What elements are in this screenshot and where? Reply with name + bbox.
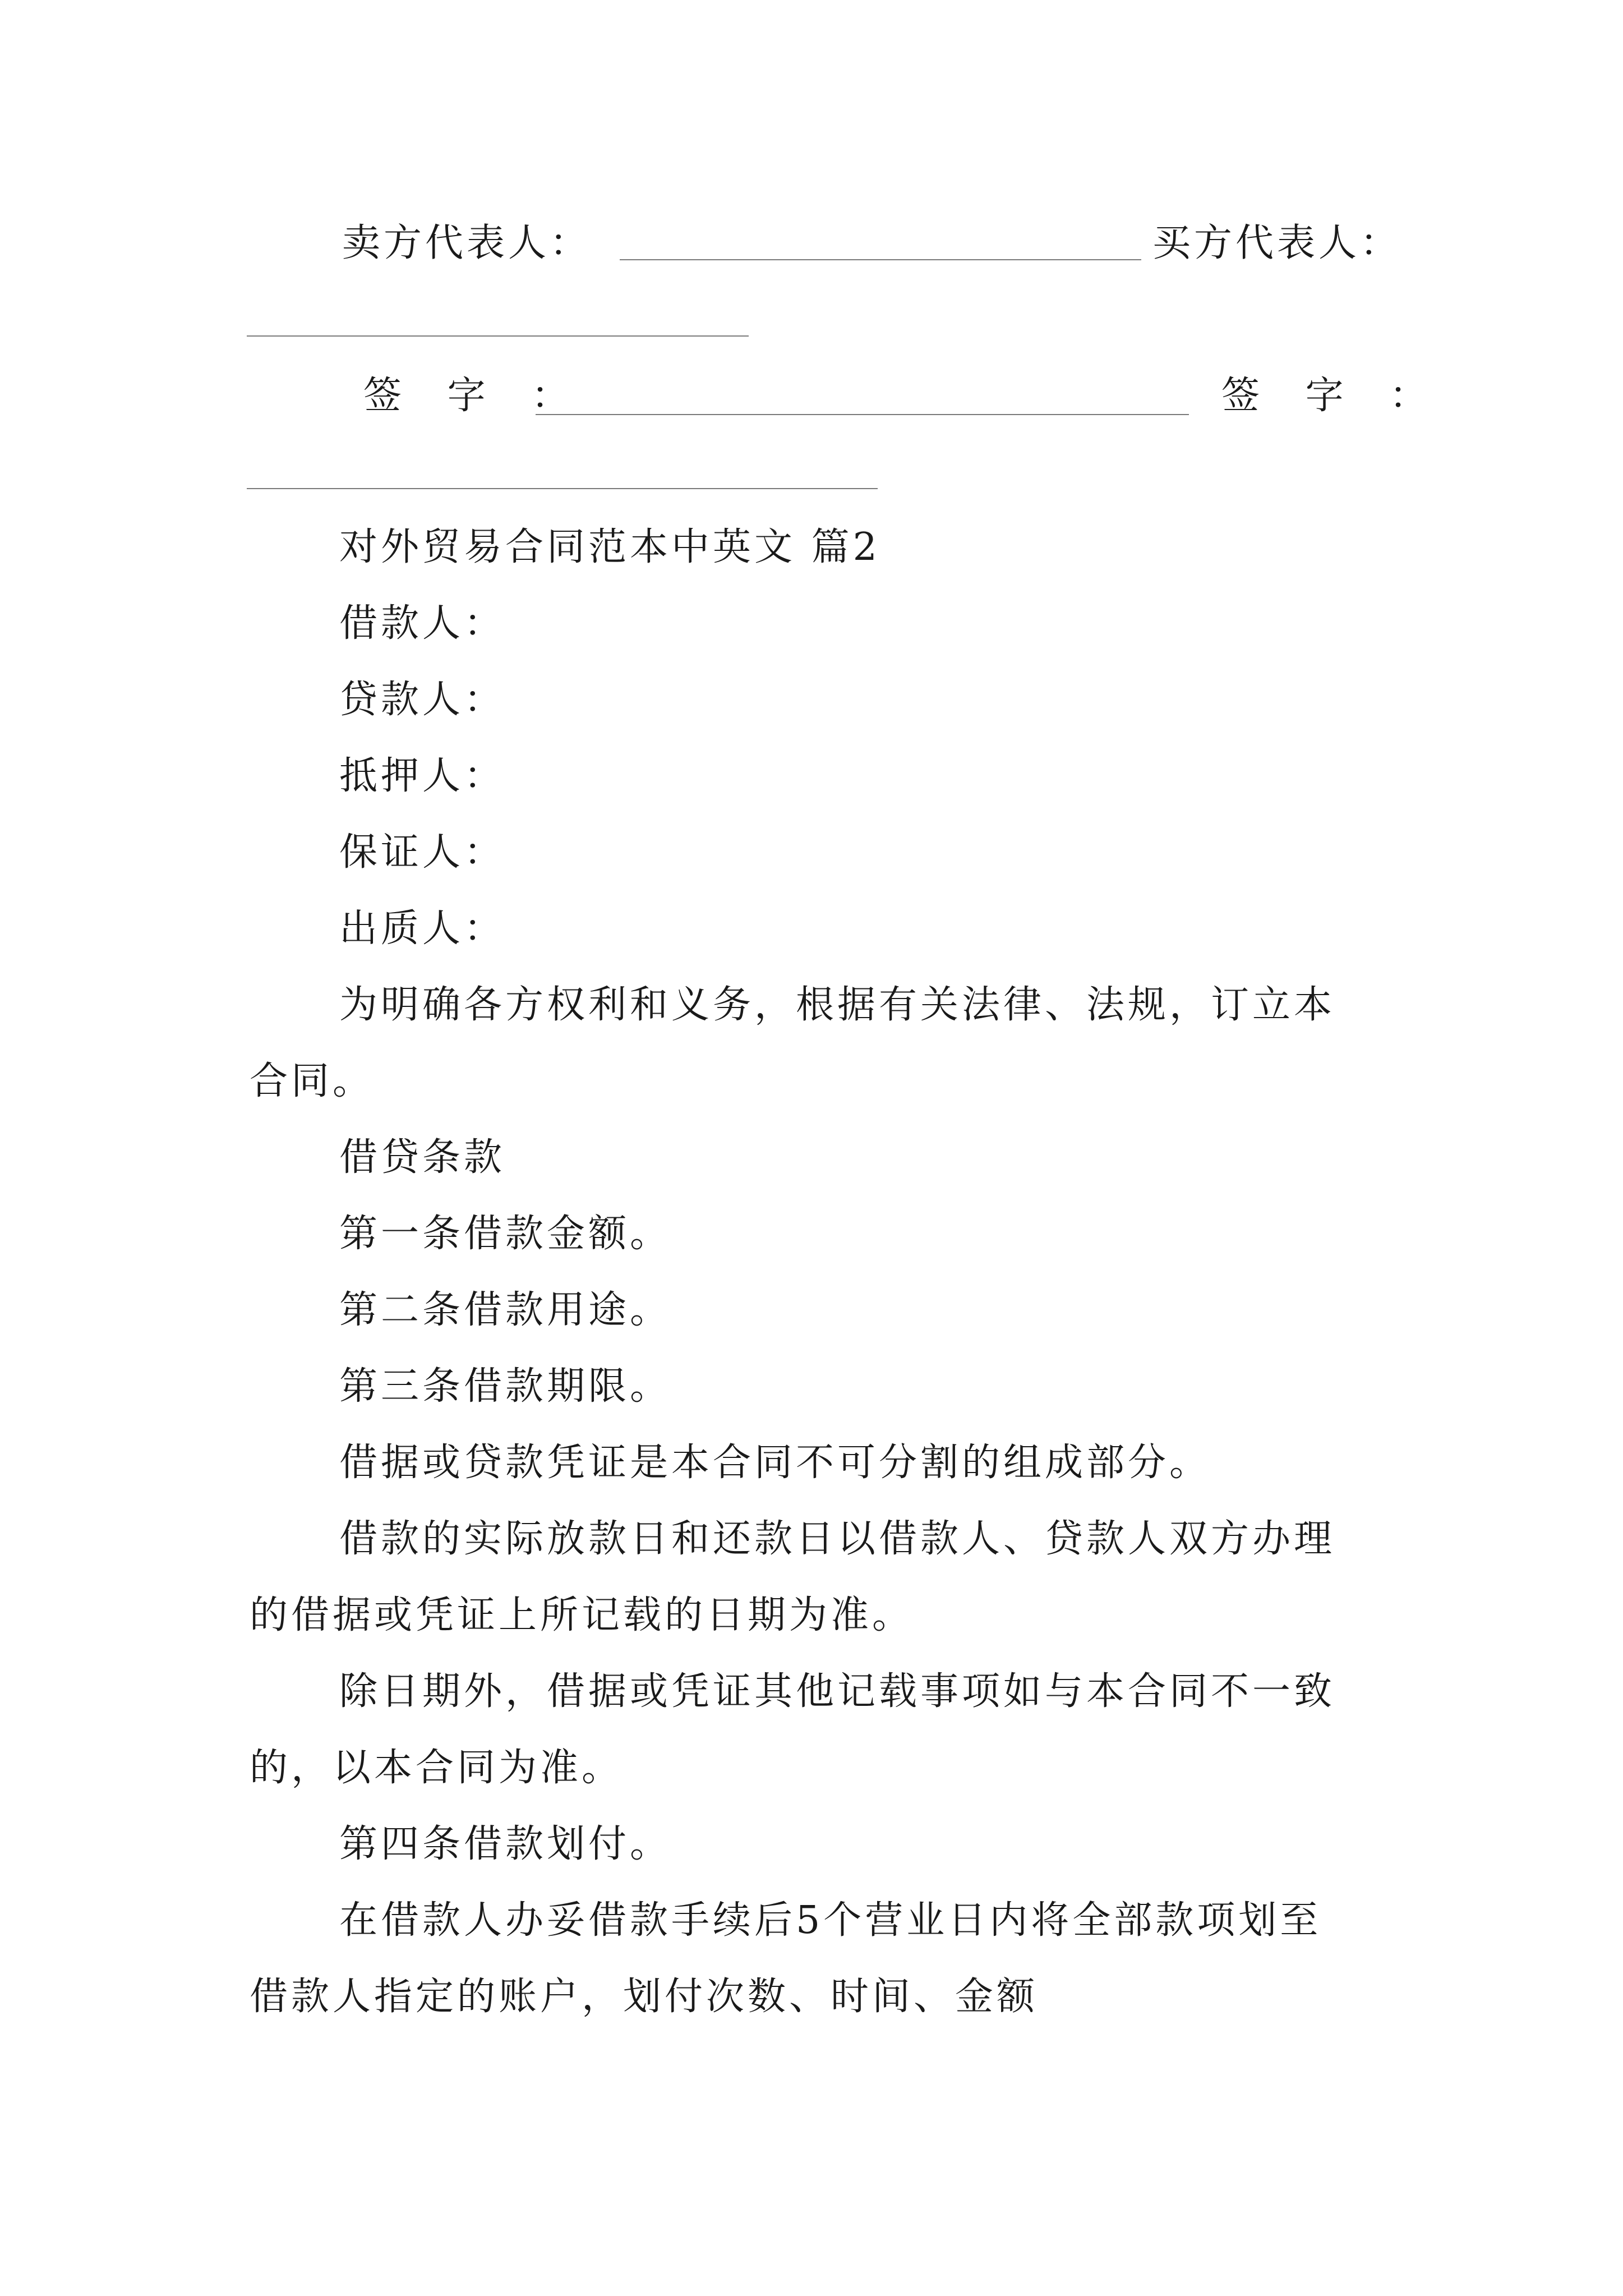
receipt-clause: 借据或贷款凭证是本合同不可分割的组成部分。: [339, 1441, 1211, 1485]
dates-paragraph-line2: 的借据或凭证上所记载的日期为准。: [250, 1593, 914, 1637]
section-heading: 对外贸易合同范本中英文 篇2: [339, 525, 880, 569]
buyer-rep-label: 买方代表人：: [1152, 221, 1402, 265]
seller-sign-label: 签 字 ：: [363, 374, 587, 418]
purpose-paragraph-line1: 为明确各方权利和义务，根据有关法律、法规，订立本: [339, 983, 1336, 1027]
seller-rep-label: 卖方代表人：: [342, 221, 592, 265]
buyer-rep-blank: [247, 335, 749, 337]
dates-paragraph-line1: 借款的实际放款日和还款日以借款人、贷款人双方办理: [339, 1517, 1336, 1561]
party-guarantor: 保证人：: [339, 830, 506, 875]
article-1: 第一条借款金额。: [339, 1212, 672, 1256]
other-paragraph-line2: 的，以本合同为准。: [250, 1746, 624, 1790]
seller-sign-blank: [536, 414, 1189, 415]
transfer-paragraph-line2: 借款人指定的账户，划付次数、时间、金额: [250, 1975, 1039, 2019]
other-paragraph-line1: 除日期外，借据或凭证其他记载事项如与本合同不一致: [339, 1669, 1336, 1714]
buyer-sign-label: 签 字 ：: [1221, 374, 1445, 418]
party-lender: 贷款人：: [339, 678, 506, 722]
section-title: 借贷条款: [339, 1135, 506, 1180]
article-2: 第二条借款用途。: [339, 1288, 672, 1332]
article-3: 第三条借款期限。: [339, 1364, 672, 1409]
party-mortgagor: 抵押人：: [339, 754, 506, 798]
seller-rep-blank: [620, 259, 1141, 260]
purpose-paragraph-line2: 合同。: [250, 1059, 375, 1103]
party-pledgor: 出质人：: [339, 907, 506, 951]
buyer-sign-blank: [247, 488, 878, 489]
transfer-paragraph-line1: 在借款人办妥借款手续后5个营业日内将全部款项划至: [339, 1898, 1322, 1943]
party-borrower: 借款人：: [339, 601, 506, 646]
article-4: 第四条借款划付。: [339, 1822, 672, 1866]
